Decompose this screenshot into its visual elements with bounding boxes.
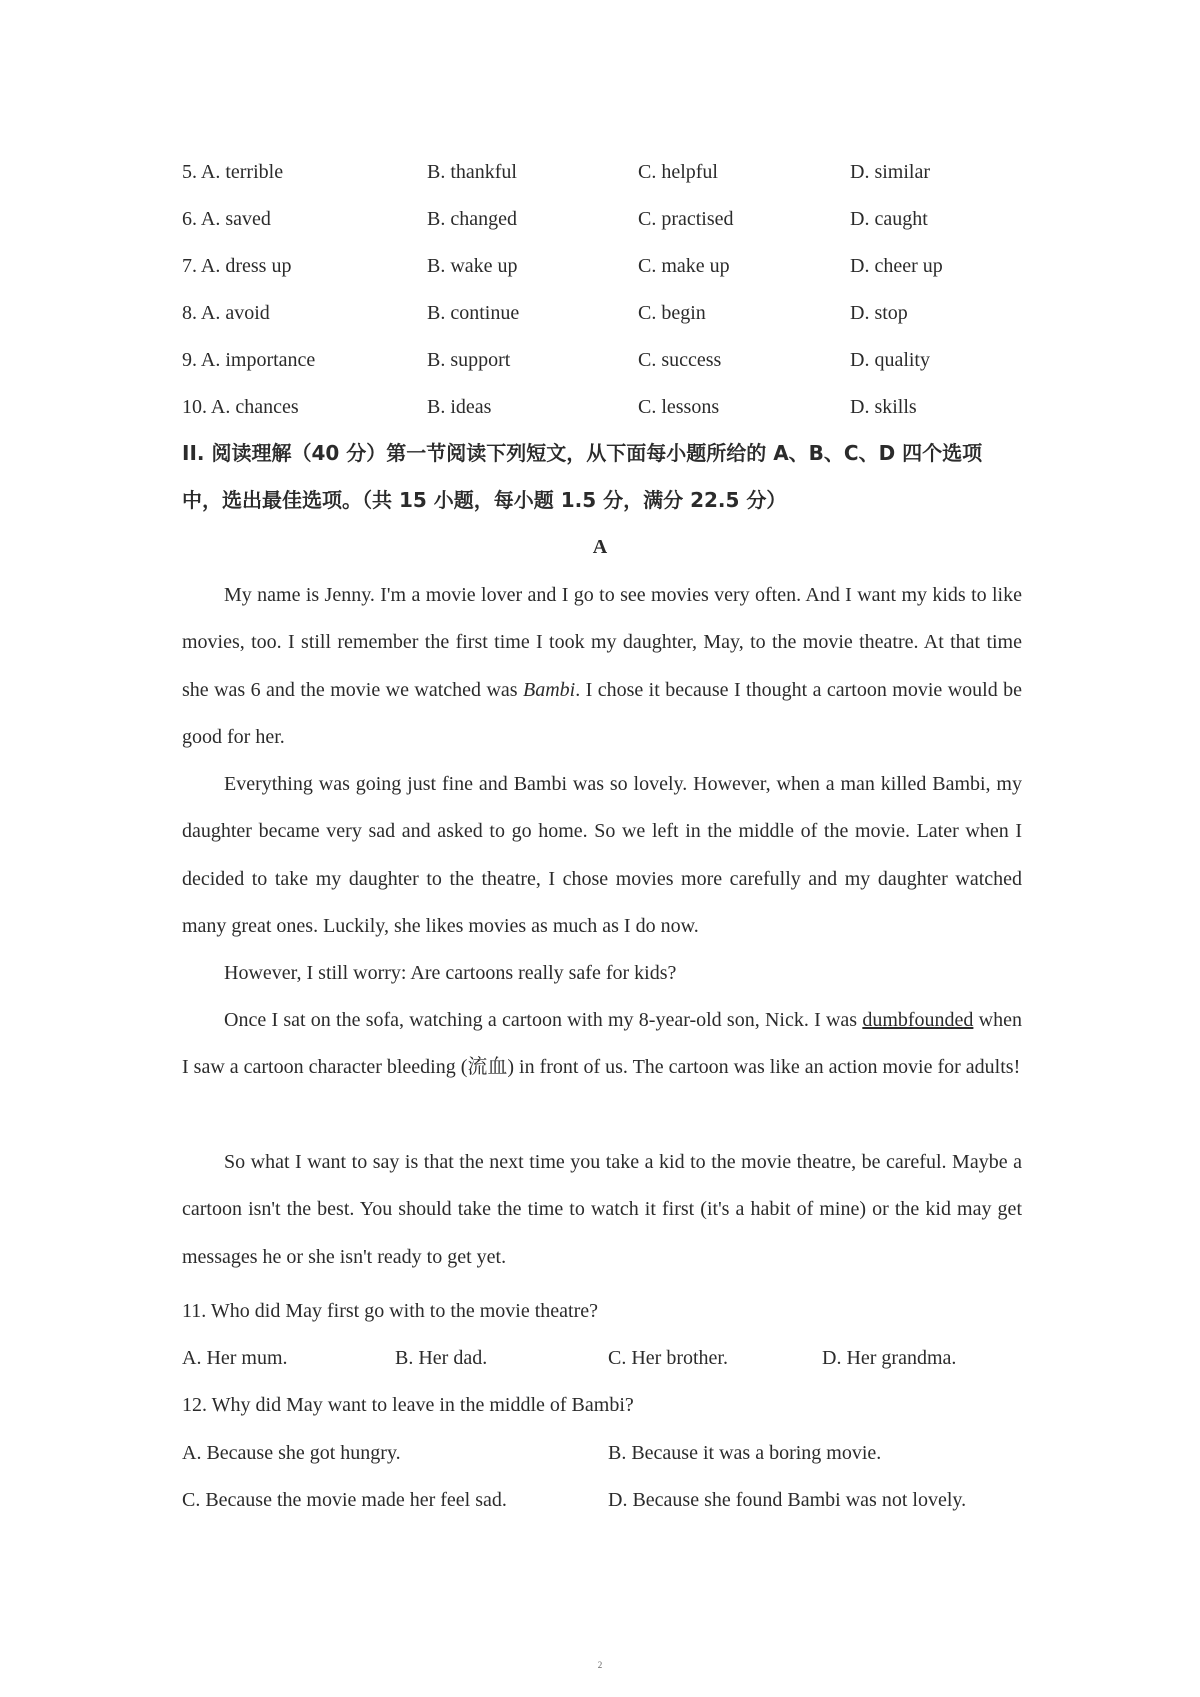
- answer-option: D. Her grandma.: [822, 1347, 957, 1369]
- paragraph-text: My name is Jenny. I'm a movie lover and I go to see movies very often. And I want my kids to like movies, too. I still remember the first time I took my daughter, May, to the movie theatre. At that time she was 6 and the movie we watched was: [182, 584, 1022, 701]
- option-b: B. wake up: [427, 255, 518, 277]
- option-b: B. changed: [427, 208, 517, 230]
- section-heading-line1: II. 阅读理解（40 分）第一节阅读下列短文，从下面每小题所给的 A、B、C、D 四个选项: [182, 441, 983, 465]
- option-row: [182, 298, 1032, 328]
- option-d: D. stop: [850, 302, 908, 324]
- option-b: B. thankful: [427, 161, 517, 183]
- option-d: D. quality: [850, 349, 930, 371]
- option-a: 5. A. terrible: [182, 161, 284, 183]
- option-a: 8. A. avoid: [182, 302, 270, 324]
- option-row: [182, 157, 1032, 187]
- question-11: 11. Who did May first go with to the movie theatre?: [182, 1300, 599, 1322]
- answer-option: C. Because the movie made her feel sad.: [182, 1489, 507, 1511]
- paragraph-text: Once I sat on the sofa, watching a cartoon with my 8-year-old son, Nick. I was: [224, 1009, 863, 1031]
- underlined-word: dumbfounded: [862, 1009, 974, 1031]
- passage-title: A: [592, 536, 608, 558]
- option-a: 9. A. importance: [182, 349, 316, 371]
- paragraph-2: Everything was going just fine and Bambi was so lovely. However, when a man killed Bambi, my daughter became very sad and asked to go home. So we left in the middle of the movie. Later when I decided to take my daughter to the theatre, I chose movies more carefully and my daughter watched many great ones. Luckily, she likes movies as much as I do now.: [182, 773, 1022, 937]
- option-a: 7. A. dress up: [182, 255, 292, 277]
- option-d: D. skills: [850, 396, 917, 418]
- paragraph-text: . I chose it because I thought a cartoon movie would be good for her.: [182, 678, 1023, 748]
- option-row: [182, 204, 1032, 234]
- option-row: [182, 345, 1032, 375]
- option-c: C. practised: [638, 208, 734, 230]
- paragraph-5: So what I want to say is that the next time you take a kid to the movie theatre, be careful. Maybe a cartoon isn't the best. You should take the time to watch it first (it's a habit of mine) or the kid may get messages he or she isn't ready to get yet.: [182, 1151, 1022, 1268]
- option-row: [182, 251, 1032, 281]
- option-b: B. support: [427, 349, 511, 371]
- option-c: C. helpful: [638, 161, 718, 183]
- option-a: 10. A. chances: [182, 396, 299, 418]
- option-d: D. caught: [850, 208, 928, 230]
- option-c: C. begin: [638, 302, 706, 324]
- option-c: C. success: [638, 349, 722, 371]
- paragraph-1: [182, 572, 1022, 761]
- question-12: 12. Why did May want to leave in the middle of Bambi?: [182, 1394, 634, 1416]
- option-c: C. lessons: [638, 396, 720, 418]
- option-row: [182, 392, 1032, 422]
- option-a: 6. A. saved: [182, 208, 271, 230]
- paragraph-3: However, I still worry: Are cartoons really safe for kids?: [224, 962, 677, 984]
- answer-option: C. Her brother.: [608, 1347, 728, 1369]
- option-d: D. similar: [850, 161, 930, 183]
- paragraph-text: when I saw a cartoon character bleeding (流血) in front of us. The cartoon was like an action movie for adults!: [182, 1009, 1022, 1079]
- answer-option: D. Because she found Bambi was not lovely.: [608, 1489, 967, 1511]
- option-d: D. cheer up: [850, 255, 943, 277]
- answer-option: B. Because it was a boring movie.: [608, 1442, 882, 1464]
- option-c: C. make up: [638, 255, 730, 277]
- answer-option: A. Her mum.: [182, 1347, 288, 1369]
- page-number: 2: [597, 1660, 603, 1670]
- option-b: B. ideas: [427, 396, 492, 418]
- section-heading-line2: 中，选出最佳选项。（共 15 小题，每小题 1.5 分，满分 22.5 分）: [182, 488, 787, 512]
- option-b: B. continue: [427, 302, 520, 324]
- movie-title-italic: Bambi: [522, 678, 576, 701]
- answer-option: B. Her dad.: [395, 1347, 488, 1369]
- paragraph-4: [182, 997, 1022, 1092]
- answer-option: A. Because she got hungry.: [182, 1442, 401, 1464]
